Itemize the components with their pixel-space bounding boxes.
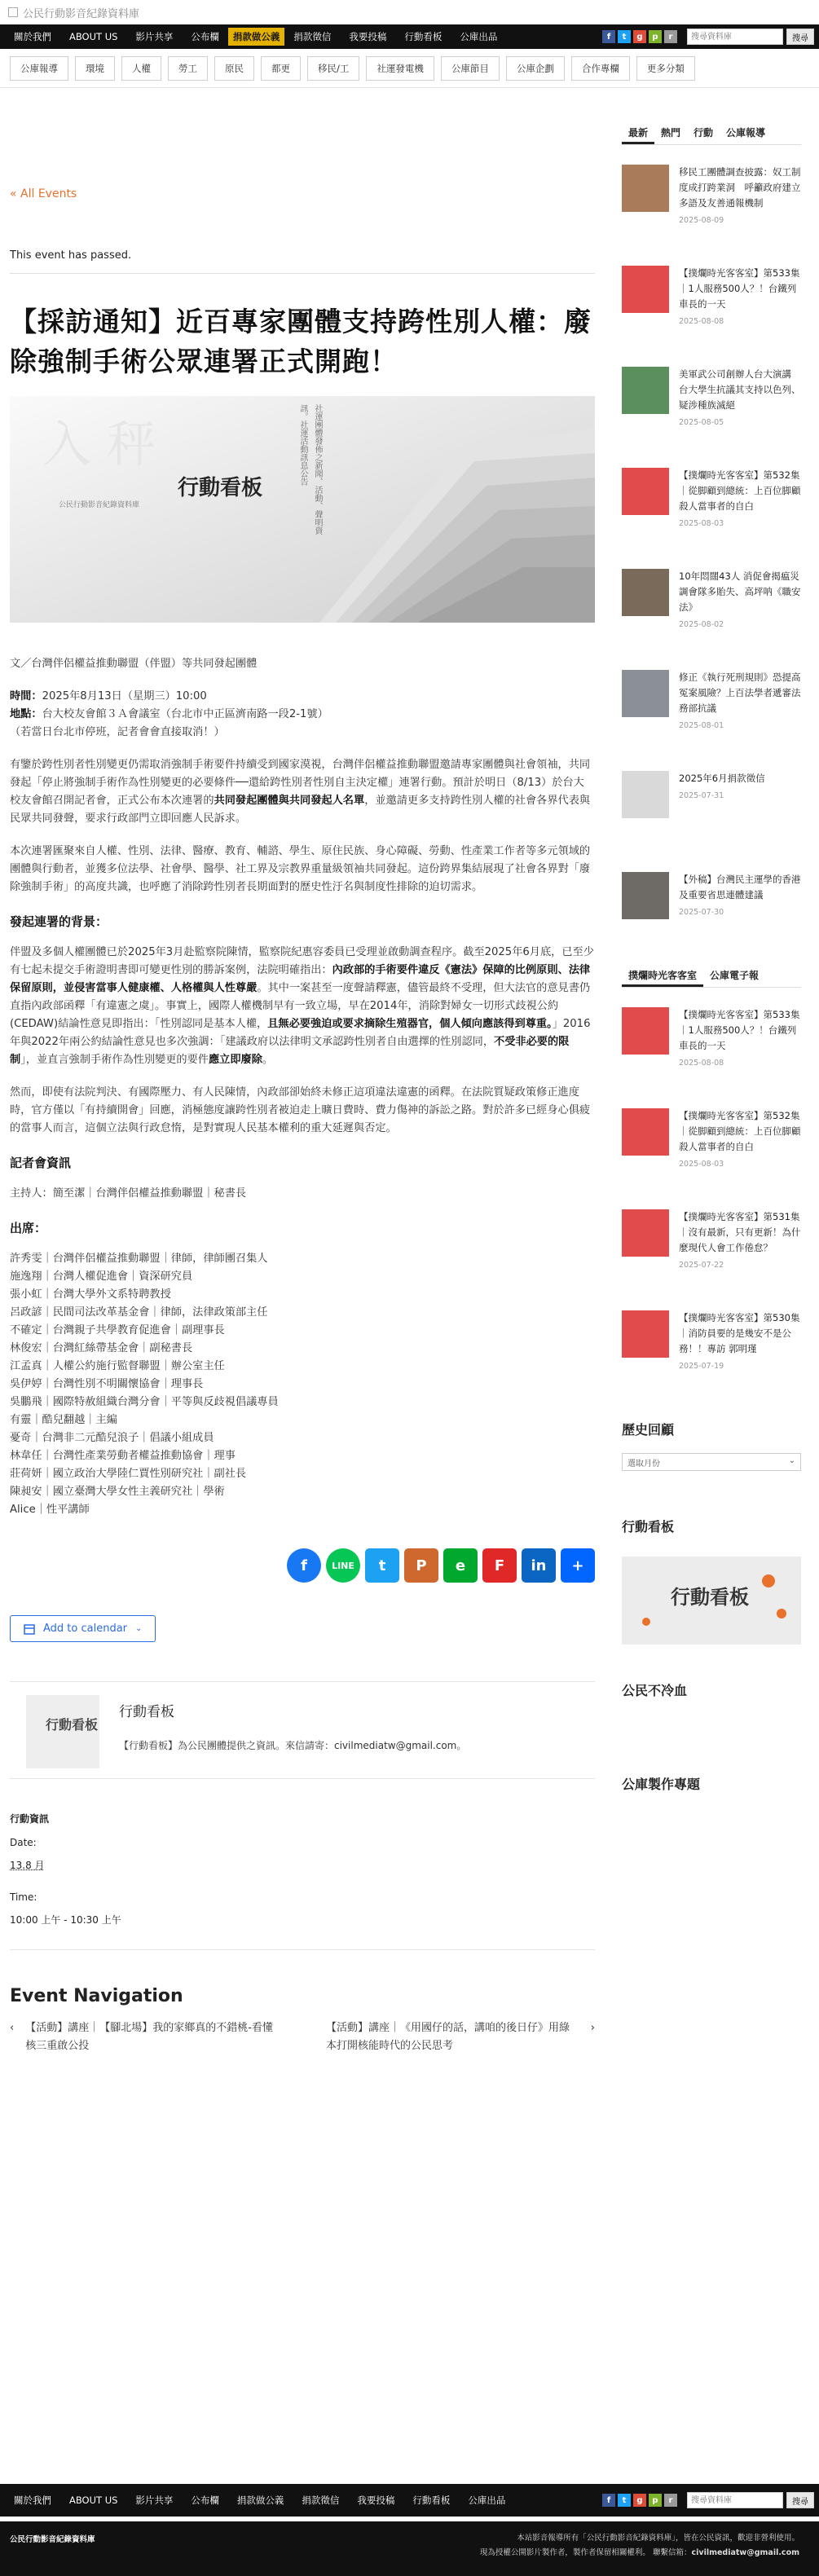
hero-image	[10, 396, 595, 623]
organizer-description: 【行動看板】為公民團體提供之資訊。來信請寄：civilmediatw@gmail.com。	[119, 1740, 467, 1751]
footer-brand: 公民行動影音紀錄資料庫	[10, 2535, 95, 2544]
list-item[interactable]	[622, 165, 801, 246]
latest-list	[622, 165, 801, 953]
nav-about-us[interactable]: ABOUT US	[69, 31, 118, 42]
item-date: 2025-07-19	[679, 1362, 724, 1371]
event-navigation	[10, 1986, 595, 2055]
attendee-item: 莊荷妍｜國立政治大學陸仁賈性別研究社｜副社長	[10, 1468, 247, 1480]
item-title[interactable]: 【撲爛時光客客室】第533集｜1人服務500人？！台鐵列車長的一天	[679, 267, 800, 310]
item-title[interactable]: 【外稿】台灣民主運學的香港及重要省思連體建議	[679, 874, 801, 900]
item-date: 2025-08-02	[679, 620, 724, 629]
paragraph-4: 然而，即使有法院判決、有國際壓力、有人民陳情，內政部卻始終未修正這項違法違憲的函釋。在法院質疑政策修正進度時，官方僅以「有持續開會」回應，消極態度讓跨性別者被迫走上曠日費時、費力傷神的訴訟之路。對於許多已經身心俱疲的當事人而言，這個立法與行政怠惰，是對實現人民基本權利的重大延遲與否定。	[10, 1086, 591, 1134]
nav-donate[interactable]: 捐款做公義	[228, 28, 285, 46]
hero-vertical-text	[295, 404, 324, 535]
nav-donate[interactable]: 捐款做公義	[236, 2495, 284, 2506]
tab-action[interactable]: 行動	[694, 127, 714, 139]
thumbnail	[622, 670, 669, 717]
item-title[interactable]: 【撲爛時光客客室】第531集｜沒有最新，只有更新！為什麼現代人會工作倦怠？	[679, 1211, 801, 1253]
event-details	[10, 1812, 595, 1950]
item-title[interactable]: 移民工團體調查披露：奴工制度成打跨業洞 呼籲政府建立多語及友善通報機制	[679, 166, 801, 209]
google-plus-icon[interactable]: g	[633, 30, 646, 43]
logo-alt-text: 公民行動影音紀錄資料庫	[23, 7, 140, 20]
list-item[interactable]	[622, 367, 801, 448]
nav-video-share[interactable]: 影片共享	[135, 31, 174, 42]
search-input[interactable]	[687, 2492, 783, 2508]
board-banner-text: 行動看板	[671, 1585, 749, 1609]
twitter-icon[interactable]: t	[365, 1548, 399, 1583]
press-info-heading: 記者會資訊	[10, 1156, 72, 1170]
twitter-icon[interactable]: t	[618, 2494, 631, 2507]
date-value: 13.8 月	[10, 1860, 45, 1871]
list-item[interactable]	[622, 1007, 801, 1089]
footer-search	[687, 2492, 814, 2508]
add-to-calendar-button[interactable]	[10, 1615, 156, 1642]
nav-submit[interactable]: 我要投稿	[357, 2495, 395, 2506]
item-date: 2025-08-08	[679, 317, 724, 326]
chevron-right-icon: ›	[590, 2022, 595, 2034]
item-title[interactable]: 10年悶闊43人 消促會揭瘟災調會隊多貽失、高坪呐《職安法》	[679, 570, 801, 613]
host-line: 主持人：簡至潔｜台灣伴侶權益推動聯盟｜秘書長	[10, 1187, 247, 1200]
category-bar	[0, 49, 819, 88]
time-value: 2025年8月13日（星期三）10:00	[42, 690, 207, 702]
social-links	[602, 2494, 677, 2507]
line-icon[interactable]: LINE	[326, 1548, 360, 1583]
hero-line: 社運活動訊息公告	[298, 421, 307, 486]
footer-contact-label: 聯繫信箱：	[652, 2548, 692, 2557]
attendee-item: 許秀雯｜台灣伴侶權益推動聯盟｜律師，律師團召集人	[10, 1253, 268, 1265]
item-title[interactable]: 【撲爛時光客客室】第532集｜從脚顧到總統：上百位脚顧殺人當事者的自白	[679, 1110, 801, 1152]
date-label: Date:	[10, 1837, 37, 1848]
place-line	[10, 706, 595, 724]
bold-text: 內政部的手術要件違反《憲法》保障的比例原則、法律保留原則，並侵害當事人健康權、人格權與人性尊嚴	[10, 964, 591, 994]
nav-donation-report[interactable]: 捐款徵信	[293, 31, 332, 42]
thumbnail	[622, 266, 669, 313]
search-form	[687, 29, 814, 45]
footer-email[interactable]: civilmediatw@gmail.com	[691, 2548, 799, 2557]
svg-text:入 秤: 入 秤	[42, 416, 156, 473]
attendee-item: 張小虹｜台灣大學外文系特聘教授	[10, 1288, 171, 1301]
attendee-item: 林俊宏｜台灣紅絲帶基金會｜副秘書長	[10, 1342, 193, 1354]
item-date: 2025-07-22	[679, 1261, 724, 1270]
category-indigenous[interactable]: 原民	[214, 56, 254, 81]
place-note: （若當日台北市停班，記者會會直接取消！）	[10, 726, 225, 738]
thumbnail	[622, 872, 669, 919]
footer	[0, 2521, 819, 2576]
facebook-icon[interactable]: f	[602, 2494, 615, 2507]
nav-about[interactable]: 關於我們	[14, 2495, 51, 2506]
tab-podcast[interactable]: 撲爛時光客客室	[622, 968, 703, 987]
byline: 文／台灣伴侶權益推動聯盟（伴盟）等共同發起團體	[10, 658, 258, 670]
item-title[interactable]: 2025年6月捐款徵信	[679, 773, 765, 784]
sidebar-tabs	[622, 124, 801, 145]
background-heading: 發起連署的背景：	[10, 914, 108, 929]
chevron-left-icon: ‹	[10, 2022, 15, 2034]
tab-newsletter[interactable]: 公庫電子報	[710, 970, 760, 981]
thumbnail	[622, 771, 669, 818]
main-content	[10, 130, 595, 2055]
nav-video-share[interactable]: 影片共享	[135, 2495, 174, 2506]
thumbnail	[622, 367, 669, 414]
text: ，並邀請更多支持跨性別人權的社會各界代表與民眾共同發聲，要求行政部門立即回應人民訴求。	[10, 795, 591, 825]
social-links	[602, 30, 677, 43]
thumbnail	[622, 1108, 669, 1156]
attendee-item: 不確定｜台灣親子共學教育促進會｜副理事長	[10, 1324, 225, 1336]
archive-select-value: 選取月份	[627, 1460, 660, 1469]
thumbnail	[622, 1007, 669, 1055]
bold-text: 且無必要強迫或要求摘除生殖器官，個人傾向應該得到尊重。	[267, 1018, 553, 1030]
item-title[interactable]: 修正《執行死刑規則》恐提高冤案風險？上百法學者遞審法務部抗議	[679, 672, 801, 714]
event-title: 【採訪通知】近百專家團體支持跨性別人權：廢除強制手術公眾連署正式開跑！	[10, 306, 592, 377]
time-value: 10:00 上午 - 10:30 上午	[10, 1914, 121, 1926]
previous-event-title: 【活動】講座｜【腳北場】我的家鄉真的不錯桃-看懂核三重啟公投	[25, 2022, 273, 2052]
attendee-item: 吳伊婷｜台灣性別不明關懷協會｜理事長	[10, 1378, 204, 1390]
paragraph-1	[10, 756, 595, 828]
list-item[interactable]	[622, 1108, 801, 1190]
list-item[interactable]	[622, 670, 801, 751]
event-navigation-title: Event Navigation	[10, 1986, 183, 2006]
list-item[interactable]	[622, 1209, 801, 1291]
attendee-item: 江孟真｜人權公約施行監督聯盟｜辦公室主任	[10, 1360, 225, 1372]
productions-heading: 公庫製作專題	[622, 1777, 701, 1792]
footer-terms: 現為授權公開影片製作者，製作者保留相關權利。	[479, 2548, 650, 2557]
evernote-icon[interactable]: e	[443, 1548, 478, 1583]
paragraph-3	[10, 944, 595, 1069]
share-buttons	[10, 1548, 595, 1583]
cold-heading: 公民不冷血	[622, 1683, 688, 1698]
thumbnail	[622, 1209, 669, 1257]
item-date: 2025-08-03	[679, 1160, 724, 1169]
event-body	[10, 655, 595, 1519]
time-label: Time:	[10, 1891, 37, 1903]
text: 」2016年與2022年兩公約結論性意見也多次強調：「建議政府以法律明文承認跨性別者自由選擇的性別認同，	[10, 1018, 591, 1048]
footer-navigation	[0, 2484, 819, 2517]
category-labor[interactable]: 勞工	[168, 56, 208, 81]
category-urban-renewal[interactable]: 都更	[261, 56, 301, 81]
category-environment[interactable]: 環境	[75, 56, 115, 81]
attendees-heading: 出席：	[10, 1221, 47, 1235]
event-meta	[10, 688, 595, 742]
place-value: 台大校友會館３Ａ會議室（台北市中正區濟南路一段2-1號）	[42, 708, 328, 720]
search-button[interactable]: 搜尋	[786, 29, 814, 45]
board-banner[interactable]	[622, 1557, 801, 1645]
plurk-icon[interactable]: p	[649, 30, 662, 43]
plurk-icon[interactable]: p	[649, 2494, 662, 2507]
attendee-item: 呂政諺｜民間司法改革基金會｜律師，法律政策部主任	[10, 1306, 268, 1319]
nav-about[interactable]: 關於我們	[14, 31, 51, 42]
attendee-item: 有靈｜酷兒翻越｜主編	[10, 1414, 117, 1426]
attendee-item: 憂奇｜台灣非二元酷兒浪子｜倡議小組成員	[10, 1432, 214, 1444]
item-date: 2025-08-01	[679, 721, 724, 730]
hero-line: 活動、聲明資訊。	[298, 404, 322, 535]
item-date: 2025-08-09	[679, 216, 724, 225]
hero-line: 社運團體發佈之新聞、	[313, 404, 322, 486]
item-date: 2025-08-08	[679, 1059, 724, 1068]
board-banner-graphic	[622, 1557, 801, 1645]
nav-action-board[interactable]: 行動看板	[404, 31, 443, 42]
flipboard-icon[interactable]: F	[482, 1548, 517, 1583]
hero-caption: 公民行動影音紀錄資料庫	[59, 501, 140, 509]
list-item[interactable]	[622, 771, 801, 852]
item-date: 2025-08-05	[679, 418, 724, 427]
tab-popular[interactable]: 熱門	[661, 127, 681, 139]
attendee-list	[10, 1250, 595, 1519]
category-more[interactable]: 更多分類	[636, 56, 695, 81]
item-date: 2025-07-30	[679, 908, 724, 917]
item-date: 2025-08-03	[679, 519, 724, 528]
chevron-down-icon: ⌄	[135, 1624, 143, 1633]
item-title[interactable]: 【撲爛時光客客室】第530集｜消防員要的是幾安不是公務！！專訪 郭明瑾	[679, 1312, 800, 1354]
organizer-name[interactable]: 行動看板	[119, 1704, 174, 1720]
all-events-link[interactable]: « All Events	[10, 187, 77, 200]
item-title[interactable]: 【撲爛時光客客室】第533集｜1人服務500人？！台鐵列車長的一天	[679, 1009, 800, 1051]
footer-copyright: 本站影音報導所有「公民行動影音紀錄資料庫」，皆在公民資訊，歡迎非營利使用。	[517, 2534, 799, 2543]
next-event-title: 【活動】講座｜《用國仔的話，講咱的後日仔》用綠本打開核能時代的公民思考	[326, 2022, 570, 2052]
next-event-link[interactable]	[326, 2019, 595, 2055]
top-navigation	[0, 24, 819, 49]
nav-productions[interactable]: 公庫出品	[460, 31, 498, 42]
text: 有鑒於跨性別者性別變更仍需取消強制手術要件持續受到國家漠視，台灣伴侶權益推動聯盟邀請專家團體與社會領袖，共同發起「停止將強制手術作為性別變更的必要條件──還給跨性別者性別自主決定權」連署行動。預計於明日（8/13）於台大校友會館召開記者會，正式公布本次連署的	[10, 759, 591, 807]
category-human-rights[interactable]: 人權	[121, 56, 161, 81]
attendee-item: 林韋任｜台灣性產業勞動者權益推動協會｜理事	[10, 1450, 236, 1462]
add-to-calendar-label: Add to calendar	[43, 1623, 128, 1635]
category-movement[interactable]: 社運發電機	[366, 56, 434, 81]
hero-title: 行動看板	[178, 476, 263, 500]
category-migrants[interactable]: 移民/工	[307, 56, 359, 81]
share-icon[interactable]: +	[561, 1548, 595, 1583]
paragraph-2: 本次連署匯聚來自人權、性別、法律、醫療、教育、輔諮、學生、原住民族、身心障礙、勞動、性產業工作者等多元領域的團體與行動者，並獲多位法學、社會學、醫學、社工界及宗教界重量級領袖共同發起。這份跨界集結展現了社會各界對「廢除強制手術」的高度共識，也呼應了消除跨性別者長期面對的歷史性汙名與制度性排除的迫切需求。	[10, 845, 591, 893]
text: 。	[262, 1054, 274, 1066]
attendee-item: 陳昶安｜國立臺灣大學女性主義研究社｜學術	[10, 1486, 225, 1498]
rss-icon[interactable]: r	[664, 30, 677, 43]
plurk-icon[interactable]: P	[404, 1548, 438, 1583]
calendar-icon	[24, 1623, 35, 1635]
search-button[interactable]: 搜尋	[786, 2492, 814, 2508]
nav-action-board[interactable]: 行動看板	[412, 2495, 451, 2506]
nav-bulletin[interactable]: 公布欄	[191, 31, 219, 42]
linkedin-icon[interactable]: in	[522, 1548, 556, 1583]
nav-submit[interactable]: 我要投稿	[349, 31, 387, 42]
archive-select[interactable]	[622, 1453, 801, 1471]
text: 。其中一案甚至一度聲請釋憲，儘管最終不受理，但大法官的意見書仍直指內政部函釋「有違憲之虞」。事實上，國際人權機制早有一致立場，早在2014年，消除對婦女一切形式歧視公約(CEDAW)結論性意見即指出：「性別認同是基本人權，	[10, 982, 591, 1030]
podcast-list	[622, 1007, 801, 1392]
thumbnail	[622, 1310, 669, 1358]
organizer-thumbnail	[26, 1695, 99, 1768]
facebook-icon[interactable]: f	[287, 1548, 321, 1583]
category-report[interactable]: 公庫報導	[10, 56, 68, 81]
list-item[interactable]	[622, 266, 801, 347]
nav-donation-report[interactable]: 捐款徵信	[302, 2495, 340, 2506]
list-item[interactable]	[622, 872, 801, 953]
board-heading: 行動看板	[622, 1519, 675, 1535]
search-input[interactable]	[687, 29, 783, 45]
attendee-item: 吳鵬飛｜國際特赦組織台灣分會｜平等與反歧視倡議專員	[10, 1396, 279, 1408]
twitter-icon[interactable]: t	[618, 30, 631, 43]
tab-report[interactable]: 公庫報導	[726, 127, 766, 139]
bold-text: 應立即廢除	[208, 1054, 262, 1066]
attendee-item: 施逸翔｜台灣人權促進會｜資深研究員	[10, 1270, 193, 1283]
site-logo[interactable]	[0, 0, 819, 24]
nav-about-us[interactable]: ABOUT US	[69, 2495, 118, 2506]
sidebar-tabs-2	[622, 967, 801, 988]
archive-heading: 歷史回顧	[622, 1422, 675, 1438]
list-item[interactable]	[622, 569, 801, 650]
organizer-box	[10, 1681, 595, 1779]
text: 伴盟及多個人權團體已於2025年3月赴監察院陳情，監察院紀惠容委員已受理並啟動調查程序。截至2025年6月底，已至少有七起未提交手術證明書即可變更性別的勝訴案例，法院明確指出：	[10, 946, 594, 976]
place-label: 地點：	[10, 708, 42, 720]
category-projects[interactable]: 公庫企劃	[506, 56, 565, 81]
event-navigation-row	[10, 2019, 595, 2055]
category-programs[interactable]: 公庫節目	[441, 56, 500, 81]
details-heading: 行動資訊	[10, 1813, 50, 1825]
time-line	[10, 688, 595, 706]
facebook-icon[interactable]: f	[602, 30, 615, 43]
footer-notice	[480, 2531, 799, 2561]
category-columns[interactable]: 合作專欄	[571, 56, 630, 81]
item-title[interactable]: 【撲爛時光客客室】第532集｜從脚顧到總統：上百位脚顧殺人當事者的自白	[679, 469, 801, 512]
item-title[interactable]: 美軍武公司創辦人台大演講 台大學生抗議其支持以色列、疑涉種族滅絕	[679, 368, 801, 411]
event-passed-notice: This event has passed.	[10, 249, 595, 274]
chevron-down-icon: ⌄	[788, 1456, 795, 1465]
attendee-item: Alice｜性平講師	[10, 1504, 90, 1516]
thumbnail	[622, 468, 669, 515]
sidebar	[622, 124, 801, 1793]
list-item[interactable]	[622, 1310, 801, 1392]
footer-contact	[480, 2546, 799, 2561]
organizer-thumb-text: 行動看板	[46, 1717, 99, 1733]
rss-icon[interactable]: r	[664, 2494, 677, 2507]
nav-productions[interactable]: 公庫出品	[468, 2495, 506, 2506]
tab-latest[interactable]: 最新	[622, 125, 654, 144]
list-item[interactable]	[622, 468, 801, 549]
item-date: 2025-07-31	[679, 791, 724, 800]
previous-event-link[interactable]	[10, 2019, 279, 2055]
thumbnail	[622, 165, 669, 212]
nav-bulletin[interactable]: 公布欄	[191, 2495, 219, 2506]
bold-text: 共同發起團體與共同發起人名單	[214, 795, 365, 807]
thumbnail	[622, 569, 669, 616]
time-label: 時間：	[10, 690, 42, 702]
text: 」，並直言強制手術作為性別變更的要件	[20, 1054, 209, 1066]
broken-image-icon	[8, 7, 18, 17]
bold-text: 不受非必要的限制	[10, 1036, 570, 1066]
google-plus-icon[interactable]: g	[633, 2494, 646, 2507]
